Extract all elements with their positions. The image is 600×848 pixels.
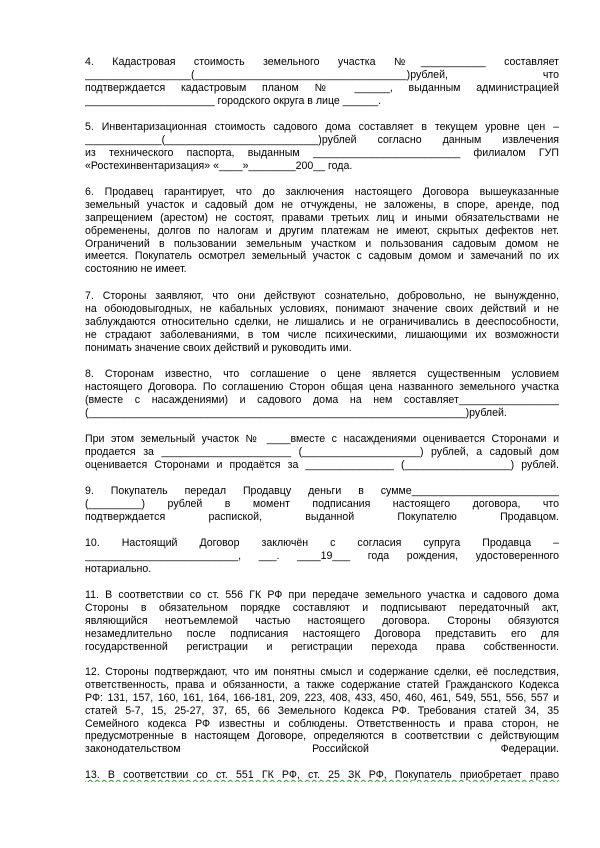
text-line: не страдают заболеваниями, в том числе психическими, лишающими их возможности xyxy=(85,328,559,341)
text-line: 6. Продавец гарантирует, что до заключения настоящего Договора вышеуказанные xyxy=(85,186,559,198)
text-line: 11. В соответствии со ст. 556 ГК РФ при передаче земельного участка и садового дома xyxy=(85,589,559,601)
text-line: 5. Инвентаризационная стоимость садового дома составляет в текущем уровне цен – xyxy=(85,121,559,133)
text-line: __________________________, ___. ____19___ года рождения, удостоверенного xyxy=(85,549,559,562)
clause-5 xyxy=(85,121,559,173)
text-line: РФ: 131, 157, 160, 161, 164, 166-181, 209, 223, 408, 433, 450, 460, 461, 549, 551, 556, 557 и xyxy=(85,691,559,704)
clause-8-pricing xyxy=(85,433,559,472)
clause-4 xyxy=(85,56,559,108)
text-line: незамедлительно после подписания настоящего Договора представить его для xyxy=(85,627,559,640)
clause-12 xyxy=(85,666,559,756)
text-line: оценивается Сторонами и продаётся за _______________ (__________________) рублей. xyxy=(85,458,559,471)
text-line: Стороны в обязательном порядке составляют и подписывают передаточный акт, xyxy=(85,601,559,614)
text-line: нотариально. xyxy=(85,562,152,575)
text-line: __________________(____________________________________)рублей, что xyxy=(85,68,559,81)
text-line: продается за ______________________ (____________________) рублей, а садовый дом xyxy=(85,445,559,458)
text-line: (________________________________________________________________)рублей. xyxy=(85,406,507,419)
text-line: заблуждаются относительно сделки, не лишались и не ограничивались в дееспособности, xyxy=(85,315,559,328)
text-line: 7. Стороны заявляют, что они действуют сознательно, добровольно, не вынужденно, xyxy=(85,290,559,302)
text-line: При этом земельный участок № ____вместе с насаждениями оценивается Сторонами и xyxy=(85,433,559,445)
clause-7 xyxy=(85,290,559,354)
text-line: 9. Покупатель передал Продавцу деньги в сумме_________________________ xyxy=(85,485,559,497)
clause-10 xyxy=(85,537,559,576)
text-line: являющийся неотъемлемой частью настоящего договора. Стороны обязуются xyxy=(85,614,559,627)
text-line: (вместе с насаждениями) и садового дома на нем составляет_________________ xyxy=(85,393,559,406)
text-line: предусмотренные в настоящем Договоре, определяются в соответствии с действующим xyxy=(85,730,559,743)
text-line: законодательством Российской Федерации. xyxy=(85,743,559,756)
text-line: Ограничений в пользовании земельным участком и пользования садовым домом не xyxy=(85,237,559,250)
text-line: ответственность, права и обязанности, а также содержание статей Гражданского Кодекса xyxy=(85,678,559,691)
text-line: подтверждается кадастровым планом № ______, выданным администрацией xyxy=(85,81,559,94)
text-line: 13. В соответствии со ст. 551 ГК РФ, ст. 25 ЗК РФ, Покупатель приобретает право xyxy=(85,769,559,781)
clause-6 xyxy=(85,186,559,276)
text-line: (_________) рублей в момент подписания настоящего договора, что xyxy=(85,497,559,510)
text-line: запрещением (арестом) не состоят, правами третьих лиц и иными обязательствами не xyxy=(85,211,559,224)
text-line: 12. Стороны подтверждают, что им понятны смысл и содержание сделки, её последствия, xyxy=(85,666,559,678)
text-line: Семейного кодекса РФ известны и соблюдены. Ответственность и права сторон, не xyxy=(85,717,559,730)
text-line: настоящего Договора. По соглашению Сторон общая цена названного земельного участка xyxy=(85,380,559,393)
text-line: имеется. Покупатель осмотрел земельный участок с садовым домом и замечаний по их xyxy=(85,250,559,263)
text-line: на обоюдовыгодных, не кабальных условиях, понимают значение своих действий и не xyxy=(85,302,559,315)
clause-13 xyxy=(85,769,559,782)
text-line: 10. Настоящий Договор заключён с согласия супруга Продавца – xyxy=(85,537,559,549)
text-line: подтверждается распиской, выданной Покупателю Продавцом. xyxy=(85,510,559,523)
text-line: «Ростехинвентаризация» «____»________200__ года. xyxy=(85,159,353,172)
clause-9 xyxy=(85,485,559,524)
clause-11 xyxy=(85,589,559,653)
text-line: _____________(__________________________)рублей согласно данным извлечения xyxy=(85,133,559,146)
text-line: земельный участок и садовый дом не отчуждены, не заложены, в споре, аренде, под xyxy=(85,198,559,211)
text-line: обременены, долгов по налогам и другим платежам не имеют, скрытых дефектов нет. xyxy=(85,224,559,237)
text-line: 4. Кадастровая стоимость земельного участка №___________ составляет xyxy=(85,56,559,68)
text-line: 8. Сторонам известно, что соглашение о цене является существенным условием xyxy=(85,368,559,380)
text-line: из технического паспорта, выданным _________________________ филиалом ГУП xyxy=(85,146,559,159)
text-line: ______________________ городского округа в лице ______. xyxy=(85,94,382,107)
text-line: состоянию не имеет. xyxy=(85,263,187,276)
clause-8 xyxy=(85,368,559,420)
text-line: государственной регистрации и регистрации перехода права собственности. xyxy=(85,640,559,653)
text-line: понимать значение своих действий и руководить ими. xyxy=(85,341,352,354)
text-line: статей 5-7, 15, 25-27, 37, 65, 66 Земельного Кодекса РФ. Требования статей 34, 35 xyxy=(85,704,559,717)
